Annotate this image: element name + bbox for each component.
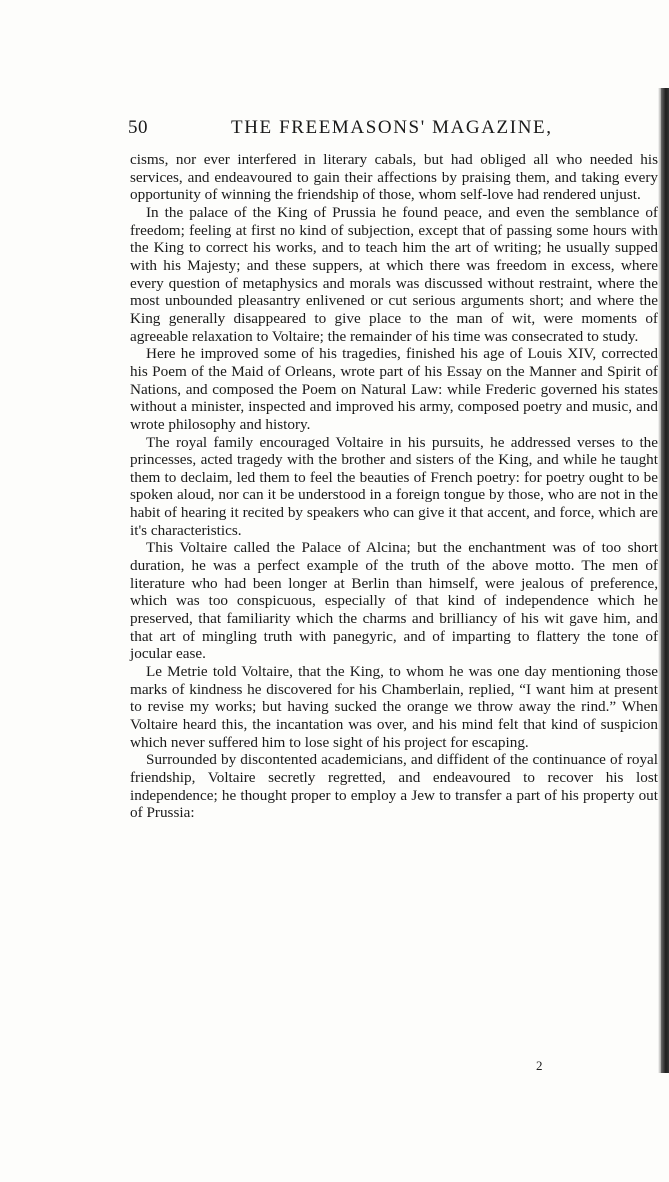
paragraph-6: Le Metrie told Voltaire, that the King, to whom he was one day mentioning those marks of kindness he discovered for his Chamberlain, replied, “I want him at present to revise my works; but having sucked the orange we throw away the rind.” When Voltaire heard this, the incantation was over, and his mind felt that kind of suspicion which never suffered him to lose sight of his project for escaping. [130,663,658,751]
running-title: THE FREEMASONS' MAGAZINE, [231,117,553,138]
page-header [128,117,663,143]
paragraph-7: Surrounded by discontented academicians, and diffident of the continuance of royal friendship, Voltaire secretly regretted, and endeavoured to recover his lost independence; he thought proper to employ a Jew to transfer a part of his property out of Prussia: [130,751,658,822]
paragraph-4: The royal family encouraged Voltaire in his pursuits, he addressed verses to the princesses, acted tragedy with the brother and sisters of the King, and while he taught them to declaim, led them to feel the beauties of French poetry: for poetry ought to be spoken aloud, nor can it be understood in a foreign tongue by those, who are not in the habit of hearing it recited by speakers who can give it that accent, and force, which are it's characteristics. [130,433,658,539]
article-body [130,151,658,822]
paragraph-2: In the palace of the King of Prussia he found peace, and even the semblance of freedom; feeling at first no kind of subjection, except that of passing some hours with the King to correct his works, and to teach him the art of writing; he usually supped with his Majesty; and these suppers, at which there was freedom in excess, where every question of metaphysics and morals was discussed without restraint, where the most unbounded pleasantry enlivened or cut serious arguments short; and where the King generally disappeared to give place to the man of wit, were moments of agreeable relaxation to Voltaire; the remainder of his time was consecrated to study. [130,203,658,345]
signature-mark: 2 [536,1058,543,1073]
page-number: 50 [128,117,148,138]
paragraph-3: Here he improved some of his tragedies, finished his age of Louis XIV, corrected his Poem of the Maid of Orleans, wrote part of his Essay on the Manner and Spirit of Nations, and composed the Poem on Natural Law: while Frederic governed his states without a minister, inspected and improved his army, composed poetry and music, and wrote philosophy and history. [130,345,658,433]
paragraph-5: This Voltaire called the Palace of Alcina; but the enchantment was of too short duration, he was a perfect example of the truth of the above motto. The men of literature who had been longer at Berlin than himself, were jealous of preference, which was too conspicuous, especially of that kind of independence which he preserved, that familiarity which the charms and brilliancy of his wit gave him, and that art of mingling truth with panegyric, and of imparting to flattery the tone of jocular ease. [130,539,658,663]
binding-edge [661,88,669,1073]
paragraph-1: cisms, nor ever interfered in literary cabals, but had obliged all who needed his services, and endeavoured to gain their affections by praising them, and taking every opportunity of winning the friendship of those, whom self-love had rendered unjust. [130,151,658,204]
